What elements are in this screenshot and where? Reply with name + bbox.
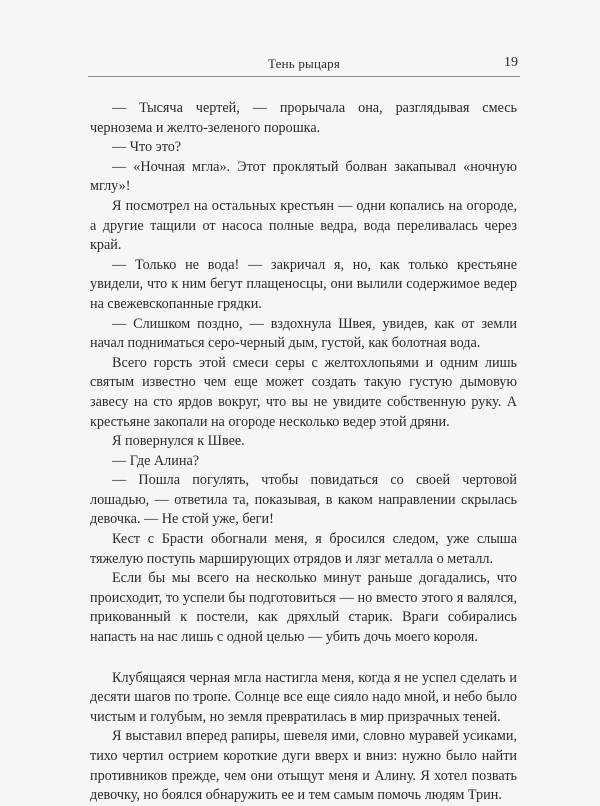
paragraph: Кест с Брасти обогнали меня, я бросился следом, уже слыша тяжелую поступь марширующих отрядов и лязг металла о металл.: [90, 531, 517, 567]
paragraph: — Тысяча чертей, — прорычала она, разглядывая смесь чернозема и желто-зеленого порошка.: [90, 100, 517, 136]
page-body: [90, 99, 517, 806]
paragraph: Всего горсть этой смеси серы с желтохлопьями и одним лишь святым известно чем еще может создать такую густую дымовую завесу на сто ярдов вокруг, что вы не увидите собственную руку. А крестьяне закопали на огороде несколько ведер этой дряни.: [90, 354, 517, 430]
paragraph: Клубящаяся черная мгла настигла меня, когда я не успел сделать и десяти шагов по тропе. Солнце все еще сияло надо мной, и небо было чистым и голубым, но земля превратилась в мир призрачных теней.: [90, 669, 517, 725]
paragraph: Я выставил вперед рапиры, шевеля ими, словно муравей усиками, тихо чертил острием короткие дуги вверх и вниз: нужно было найти противников прежде, чем они отыщут меня и Алину. Я хотел позвать девочку, но боялся обнаружить ее и тем самым помочь людям Трин.: [90, 728, 517, 804]
paragraph: — Где Алина?: [112, 452, 200, 469]
paragraph: Если бы мы всего на несколько минут раньше догадались, что происходит, то успели бы подготовиться — но вместо этого я валялся, прикованный к постели, как дряхлый старик. Враги собирались напасть на нас лишь с одной целью — убить дочь моего короля.: [90, 570, 517, 646]
page-header: [88, 54, 520, 77]
paragraph: — «Ночная мгла». Этот проклятый болван закапывал «ночную мглу»!: [90, 158, 517, 195]
paragraph: Я повернулся к Швее.: [112, 433, 245, 450]
page-number: 19: [504, 55, 518, 70]
section-break: [90, 648, 517, 669]
paragraph: — Слишком поздно, — вздохнула Швея, увидев, как от земли начал подниматься серо-черный дым, густой, как болотная вода.: [90, 315, 517, 352]
paragraph: — Только не вода! — закричал я, но, как только крестьяне увидели, что к ним бегут плащеносцы, они вылили содержимое ведер на свежевскопанные грядки.: [90, 256, 517, 312]
running-title: Тень рыцаря: [268, 56, 340, 71]
paragraph: Я посмотрел на остальных крестьян — одни копались на огороде, а другие тащили от насоса полные ведра, вода переливалась через край.: [90, 197, 517, 254]
paragraph: — Пошла погулять, чтобы повидаться со своей чертовой лошадью, — ответила та, показывая, в каком направлении скрылась девочка. — Не стой уже, беги!: [90, 472, 517, 528]
paragraph: — Что это?: [112, 139, 182, 156]
